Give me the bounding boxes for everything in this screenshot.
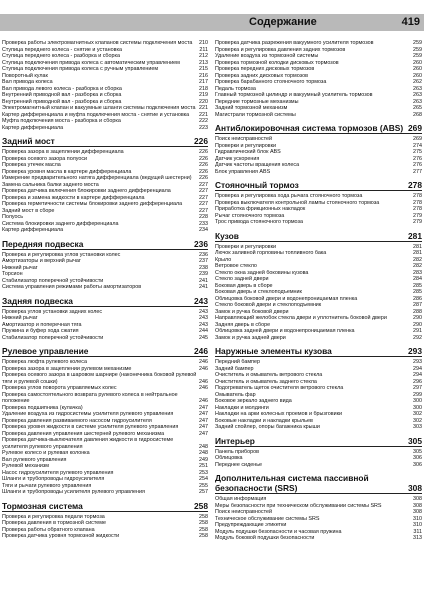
entry-title: Нижний рычаг bbox=[2, 264, 38, 271]
entry-title: Проверка уровня жидкости в системе усилителя рулевого управления bbox=[2, 424, 179, 430]
entry-title: Пружина и буфер хода сжатия bbox=[2, 328, 79, 334]
entry-title: Поиск неисправностей bbox=[215, 136, 272, 142]
entry-page-number: 282 bbox=[413, 256, 422, 263]
entry-title: Проверка осевого зазора полуоси bbox=[2, 155, 88, 162]
entry-page-number: 313 bbox=[413, 535, 422, 541]
entry-title: Датчик ускорения bbox=[215, 155, 260, 162]
entry-page-number: 241 bbox=[199, 284, 208, 290]
entry-page-number: 305 bbox=[408, 435, 422, 446]
entry-page-number: 213 bbox=[199, 59, 208, 66]
section-title: Стояночный тормоз bbox=[215, 180, 299, 190]
entry-page-number: 212 bbox=[199, 53, 208, 59]
entry-page-number: 248 bbox=[199, 443, 208, 450]
entry-title: Проверка выключателя контрольной лампы стояночного тормоза bbox=[215, 199, 380, 206]
entry-title: Боковая дверь в сборе bbox=[215, 282, 273, 289]
entry-page-number: 276 bbox=[413, 162, 422, 168]
toc-section-heading bbox=[215, 473, 422, 494]
entry-page-number: 216 bbox=[199, 72, 208, 79]
entry-page-number: 236 bbox=[199, 251, 208, 258]
section-title: Кузов bbox=[215, 230, 239, 241]
toc-entry bbox=[215, 424, 422, 431]
entry-page-number: 226 bbox=[199, 155, 208, 162]
entry-title: Проверка давления развиваемого насосом гидроусилителя bbox=[2, 417, 152, 424]
entry-page-number: 263 bbox=[413, 98, 422, 105]
entry-page-number: 310 bbox=[413, 515, 422, 522]
entry-page-number: 227 bbox=[199, 207, 208, 214]
entry-page-number: 285 bbox=[413, 282, 422, 289]
entry-page-number: 281 bbox=[413, 243, 422, 250]
entry-title: Педаль тормоза bbox=[215, 85, 256, 92]
entry-page-number: 253 bbox=[199, 469, 208, 476]
entry-page-number: 239 bbox=[199, 271, 208, 277]
entry-title: Проверка герметичности системы блокировки заднего дифференциала bbox=[2, 201, 183, 207]
entry-title: Предупреждающие этикетки bbox=[215, 522, 287, 528]
entry-title: Стекло задней двери bbox=[215, 276, 269, 282]
entry-page-number: 228 bbox=[199, 214, 208, 220]
entry-title: Облицовка боковой двери и водонепроницаемая пленка bbox=[215, 295, 358, 302]
entry-page-number: 262 bbox=[413, 79, 422, 85]
entry-title: Стабилизатор поперечной устойчивости bbox=[2, 277, 104, 284]
section-title: Наружные элементы кузова bbox=[215, 346, 332, 356]
entry-page-number: 237 bbox=[199, 258, 208, 264]
toc-entry bbox=[215, 335, 422, 342]
entry-page-number: 294 bbox=[413, 365, 422, 372]
entry-page-number: 297 bbox=[413, 385, 422, 391]
entry-page-number: 300 bbox=[413, 404, 422, 411]
toc-entry bbox=[2, 392, 208, 405]
toc-section-heading bbox=[2, 239, 208, 250]
section-title: Антиблокировочная система тормозов (ABS) bbox=[215, 123, 404, 133]
entry-title: Проверка утечек масла bbox=[2, 162, 61, 168]
entry-title: Полуось bbox=[2, 214, 24, 220]
entry-title: Проверка и регулировка углов установки колес bbox=[2, 251, 121, 258]
entry-page-number: 249 bbox=[199, 456, 208, 463]
entry-page-number: 259 bbox=[413, 53, 422, 59]
toc-right-column bbox=[215, 40, 422, 542]
toc-entry bbox=[215, 462, 422, 469]
entry-page-number: 303 bbox=[413, 424, 422, 430]
toc-entry bbox=[2, 227, 208, 234]
entry-page-number: 281 bbox=[413, 250, 422, 256]
entry-title: Панель приборов bbox=[215, 448, 259, 455]
entry-page-number: 247 bbox=[199, 430, 208, 437]
entry-page-number: 221 bbox=[199, 111, 208, 118]
entry-page-number: 246 bbox=[199, 385, 208, 391]
entry-page-number: 221 bbox=[199, 105, 208, 111]
entry-title: Ступица переднего колеса - снятие и установка bbox=[2, 46, 122, 53]
entry-page-number: 260 bbox=[413, 59, 422, 66]
entry-title: Датчик частоты вращения колеса bbox=[215, 162, 300, 168]
section-title: Тормозная система bbox=[2, 500, 83, 511]
entry-page-number: 258 bbox=[199, 520, 208, 526]
entry-title: Внутренний приводной вал - разборка и сборка bbox=[2, 92, 122, 98]
entry-page-number: 258 bbox=[199, 513, 208, 520]
toc-entry bbox=[215, 112, 422, 119]
entry-page-number: 241 bbox=[199, 277, 208, 284]
entry-page-number: 222 bbox=[199, 118, 208, 124]
entry-page-number: 302 bbox=[413, 417, 422, 424]
page-title: Содержание bbox=[249, 16, 317, 28]
entry-title: Задний спойлер, опоры багажника крыши bbox=[215, 424, 320, 430]
entry-title: Проверка подшипника (кулачка) bbox=[2, 404, 83, 411]
entry-page-number: 293 bbox=[413, 359, 422, 365]
entry-page-number: 259 bbox=[413, 40, 422, 46]
entry-title: Поворотный кулак bbox=[2, 72, 48, 79]
entry-page-number: 233 bbox=[199, 220, 208, 227]
section-title: Задний мост bbox=[2, 136, 55, 146]
toc-section-heading bbox=[2, 501, 208, 512]
entry-page-number: 226 bbox=[199, 162, 208, 168]
entry-page-number: 300 bbox=[413, 398, 422, 404]
entry-title: Вал привода колеса bbox=[2, 79, 53, 85]
entry-title: Задний тормозной механизм bbox=[215, 105, 288, 111]
entry-page-number: 246 bbox=[199, 359, 208, 365]
entry-page-number: 283 bbox=[413, 269, 422, 276]
entry-title: Стекло окна задней боковины кузова bbox=[215, 269, 309, 276]
entry-title: Шланги и трубопроводы усилителя рулевого управления bbox=[2, 489, 145, 495]
entry-title: Проверки и регулировки bbox=[215, 243, 276, 250]
entry-title: Проверка углов поворота управляемых колес bbox=[2, 385, 117, 391]
entry-title: Муфта подключения моста - разборка и сборка bbox=[2, 118, 121, 124]
entry-title: Крыло bbox=[215, 256, 232, 263]
entry-page-number: 251 bbox=[199, 463, 208, 469]
entry-title: Проверки и регулировки bbox=[215, 142, 276, 149]
entry-page-number: 254 bbox=[199, 476, 208, 482]
entry-title: Проверка осевого зазора в шаровом шарнире (наконечника боковой рулевой тяги и рулевой сошки) bbox=[2, 372, 197, 385]
entry-title: Проверка люфта рулевого колеса bbox=[2, 359, 87, 365]
entry-page-number: 302 bbox=[413, 411, 422, 417]
toc-entry bbox=[215, 169, 422, 176]
entry-title: Картер дифференциала и муфта подключения моста - снятие и установка bbox=[2, 111, 190, 118]
entry-page-number: 284 bbox=[413, 276, 422, 282]
entry-title: Система управления режимами работы амортизаторов bbox=[2, 284, 142, 290]
entry-title: Амортизаторы и верхний рычаг bbox=[2, 258, 81, 264]
entry-title: Проверка зазора в зацеплении рулевом механизме bbox=[2, 365, 132, 372]
entry-page-number: 260 bbox=[413, 72, 422, 79]
entry-page-number: 263 bbox=[413, 85, 422, 92]
entry-page-number: 259 bbox=[413, 46, 422, 53]
toc-entry bbox=[2, 489, 208, 496]
entry-page-number: 269 bbox=[408, 123, 422, 133]
entry-page-number: 276 bbox=[413, 155, 422, 162]
entry-page-number: 226 bbox=[199, 168, 208, 175]
entry-page-number: 245 bbox=[199, 334, 208, 341]
entry-page-number: 306 bbox=[413, 455, 422, 461]
entry-title: Трос привода стояночного тормоза bbox=[215, 219, 303, 225]
entry-title: Замок и ручка боковой двери bbox=[215, 308, 289, 315]
entry-page-number: 217 bbox=[199, 79, 208, 85]
entry-title: Проверка работы обратного клапана bbox=[2, 526, 95, 533]
entry-page-number: 263 bbox=[413, 92, 422, 98]
entry-title: Проверка барабанного стояночного тормоза bbox=[215, 79, 327, 85]
section-title: Задняя подвеска bbox=[2, 295, 73, 306]
entry-page-number: 278 bbox=[413, 193, 422, 199]
entry-page-number: 234 bbox=[199, 227, 208, 233]
toc-section-heading bbox=[215, 436, 422, 447]
entry-page-number: 310 bbox=[413, 522, 422, 528]
entry-page-number: 286 bbox=[413, 295, 422, 302]
toc-entry bbox=[2, 372, 208, 385]
entry-title: Проверка самостоятельного возврата рулевого колеса в нейтральное положение bbox=[2, 391, 178, 404]
entry-page-number: 285 bbox=[413, 289, 422, 295]
section-title: Дополнительная система пассивной безопасности (SRS) bbox=[215, 473, 369, 493]
entry-title: Амортизатор и поперечная тяга bbox=[2, 321, 82, 328]
entry-title: Облицовка bbox=[215, 455, 243, 461]
entry-title: Вал рулевого управления bbox=[2, 456, 67, 463]
entry-title: Боковые накладки и накладки крыльев bbox=[215, 417, 313, 424]
entry-page-number: 255 bbox=[199, 482, 208, 489]
entry-title: Вал привода левого колеса - разборка и сборка bbox=[2, 85, 122, 92]
entry-title: Боковая дверь и стеклоподъемник bbox=[215, 289, 302, 295]
entry-title: Проверка зазора в зацеплении дифференциала bbox=[2, 149, 124, 155]
entry-page-number: 305 bbox=[413, 448, 422, 455]
entry-page-number: 247 bbox=[199, 417, 208, 424]
entry-page-number: 308 bbox=[413, 502, 422, 509]
entry-title: Модуль подушки безопасности и часовая пружина bbox=[215, 528, 342, 535]
entry-title: Задний бампер bbox=[215, 365, 254, 372]
entry-title: Ступица подключения привода колеса с ручным управлением bbox=[2, 66, 159, 72]
entry-title: Тяги и рычаги рулевого управления bbox=[2, 482, 92, 489]
entry-page-number: 268 bbox=[413, 111, 422, 118]
entry-title: Ступица подключения привода колеса с автоматическим управлением bbox=[2, 59, 180, 66]
entry-title: Стабилизатор поперечной устойчивости bbox=[2, 334, 104, 341]
entry-page-number: 227 bbox=[199, 181, 208, 188]
toc-entry bbox=[2, 284, 208, 291]
entry-page-number: 278 bbox=[408, 180, 422, 190]
section-title: Интерьер bbox=[215, 435, 255, 446]
toc-entry bbox=[215, 535, 422, 542]
entry-page-number: 223 bbox=[199, 124, 208, 131]
entry-page-number: 287 bbox=[413, 302, 422, 308]
entry-title: Магистрали тормозной системы bbox=[215, 111, 296, 118]
entry-page-number: 257 bbox=[199, 489, 208, 495]
entry-page-number: 210 bbox=[199, 40, 208, 46]
entry-title: Рулевой механизм bbox=[2, 463, 50, 469]
entry-page-number: 290 bbox=[413, 315, 422, 321]
toc-section-heading bbox=[215, 346, 422, 357]
entry-page-number: 226 bbox=[199, 175, 208, 181]
entry-page-number: 226 bbox=[199, 149, 208, 155]
entry-title: Электромагнитный клапан и вакуумные шланги системы подключения моста bbox=[2, 105, 196, 111]
entry-title: Передние тормозные механизмы bbox=[215, 98, 299, 105]
entry-title: Меры безопасности при техническом обслуживании системы SRS bbox=[215, 502, 382, 509]
entry-page-number: 291 bbox=[413, 328, 422, 334]
entry-page-number: 238 bbox=[199, 264, 208, 271]
entry-page-number: 292 bbox=[413, 334, 422, 341]
entry-page-number: 226 bbox=[194, 136, 208, 146]
entry-page-number: 288 bbox=[413, 308, 422, 315]
entry-title: Общая информация bbox=[215, 496, 267, 502]
entry-title: Нижний рычаг bbox=[2, 315, 38, 321]
entry-title: Проверка задних дисковых тормозов bbox=[215, 72, 308, 79]
section-title: Рулевое управление bbox=[2, 346, 89, 356]
entry-title: Проверка давления управления шестерней рулевого механизма bbox=[2, 430, 165, 437]
entry-title: Задняя дверь в сборе bbox=[215, 321, 271, 328]
entry-title: Проверка уровня масла в картере дифференциала bbox=[2, 168, 132, 175]
entry-page-number: 278 bbox=[413, 206, 422, 212]
entry-page-number: 290 bbox=[413, 321, 422, 328]
entry-title: Измерение предварительного натяга дифференциала (ведущей шестерни) bbox=[2, 175, 192, 181]
toc-section-heading bbox=[2, 346, 208, 357]
entry-page-number: 274 bbox=[413, 142, 422, 149]
entry-title: Модуль боковой подушки безопасности bbox=[215, 535, 315, 541]
entry-page-number: 277 bbox=[413, 168, 422, 175]
toc-entry bbox=[215, 219, 422, 226]
entry-title: Поиск неисправностей bbox=[215, 509, 272, 515]
entry-title: Рычаг стояночного тормоза bbox=[215, 212, 285, 219]
entry-page-number: 281 bbox=[408, 230, 422, 241]
entry-title: Стекло боковой двери и стеклоподъемник bbox=[215, 302, 322, 308]
entry-title: Проверка передних дисковых тормозов bbox=[215, 66, 315, 72]
entry-title: Блок управления ABS bbox=[215, 168, 271, 175]
entry-page-number: 236 bbox=[194, 238, 208, 249]
entry-page-number: 244 bbox=[199, 328, 208, 334]
entry-page-number: 246 bbox=[199, 378, 208, 385]
entry-title: Шланги и трубопроводы гидроусилителя bbox=[2, 476, 105, 482]
header-bar bbox=[0, 14, 424, 31]
entry-page-number: 243 bbox=[199, 308, 208, 315]
toc-section-heading bbox=[215, 123, 422, 134]
entry-title: Главный тормозной цилиндр и вакуумный усилитель тормозов bbox=[215, 92, 373, 98]
entry-title: Проверка и регулировка педали тормоза bbox=[2, 513, 105, 520]
entry-title: Ступица переднего колеса - разборка и сборка bbox=[2, 53, 120, 59]
entry-page-number: 248 bbox=[199, 450, 208, 456]
entry-title: Ветровое стекло bbox=[215, 263, 257, 269]
entry-title: Проверка и регулировка хода рычага стояночного тормоза bbox=[215, 193, 363, 199]
toc-section-heading bbox=[215, 180, 422, 191]
entry-title: Удаление воздуха из тормозной системы bbox=[215, 53, 319, 59]
entry-page-number: 227 bbox=[199, 188, 208, 194]
entry-page-number: 260 bbox=[413, 66, 422, 72]
entry-page-number: 278 bbox=[413, 199, 422, 206]
entry-page-number: 211 bbox=[199, 46, 208, 53]
entry-page-number: 282 bbox=[413, 263, 422, 269]
entry-page-number: 243 bbox=[199, 321, 208, 328]
toc-entry bbox=[2, 437, 208, 450]
entry-title: Замок и ручка задней двери bbox=[215, 334, 286, 341]
toc-entry bbox=[2, 125, 208, 132]
entry-title: Проверка датчика включения блокировки заднего дифференциала bbox=[2, 188, 171, 194]
entry-page-number: 246 bbox=[199, 365, 208, 372]
entry-title: Облицовка задней двери и водонепроницаемая пленка bbox=[215, 328, 355, 334]
entry-title: Рулевое колесо и рулевая колонка bbox=[2, 450, 90, 456]
entry-title: Проверка и замена жидкости в картере дифференциала bbox=[2, 194, 145, 201]
entry-page-number: 227 bbox=[199, 194, 208, 201]
entry-title: Картер дифференциала bbox=[2, 227, 64, 233]
entry-title: Удаление воздуха из гидросистемы усилителя рулевого управления bbox=[2, 411, 174, 417]
entry-page-number: 247 bbox=[199, 411, 208, 417]
entry-page-number: 243 bbox=[199, 315, 208, 321]
entry-page-number: 279 bbox=[413, 212, 422, 219]
entry-title: Проверка и регулировка давления задних тормозов bbox=[215, 46, 346, 53]
entry-page-number: 308 bbox=[413, 496, 422, 502]
entry-page-number: 265 bbox=[413, 105, 422, 111]
entry-page-number: 258 bbox=[199, 533, 208, 539]
toc-entry bbox=[2, 335, 208, 342]
entry-page-number: 279 bbox=[413, 219, 422, 225]
entry-page-number: 275 bbox=[413, 149, 422, 155]
entry-page-number: 227 bbox=[199, 201, 208, 207]
entry-page-number: 308 bbox=[413, 509, 422, 515]
entry-title: Переднее сиденье bbox=[215, 461, 262, 468]
entry-title: Проверка работы электромагнитных клапанов системы подключения моста bbox=[2, 40, 193, 46]
entry-title: Боковое зеркало заднего вида bbox=[215, 398, 292, 404]
entry-page-number: 247 bbox=[199, 424, 208, 430]
toc-section-heading bbox=[2, 296, 208, 307]
entry-title: Насос гидроусилителя рулевого управления bbox=[2, 469, 114, 476]
toc-left-column bbox=[2, 40, 208, 540]
entry-title: Очиститель и омыватель ветрового стекла bbox=[215, 372, 323, 378]
entry-page-number: 219 bbox=[199, 92, 208, 98]
entry-title: Задний мост в сборе bbox=[2, 207, 55, 214]
entry-title: Очиститель и омыватель заднего стекла bbox=[215, 378, 317, 385]
entry-title: Внутренний приводной вал - разборка и сборка bbox=[2, 98, 122, 105]
toc-section-heading bbox=[215, 231, 422, 242]
entry-page-number: 311 bbox=[413, 528, 422, 535]
entry-page-number: 258 bbox=[199, 526, 208, 533]
entry-page-number: 218 bbox=[199, 85, 208, 92]
entry-page-number: 215 bbox=[199, 66, 208, 72]
entry-title: Омыватель фар bbox=[215, 391, 256, 398]
entry-page-number: 306 bbox=[413, 461, 422, 468]
page-number: 419 bbox=[401, 16, 420, 28]
entry-page-number: 247 bbox=[199, 404, 208, 411]
entry-page-number: 258 bbox=[194, 500, 208, 511]
entry-page-number: 293 bbox=[408, 346, 422, 356]
entry-title: Проверка датчика уровня тормозной жидкости bbox=[2, 533, 120, 539]
entry-page-number: 246 bbox=[194, 346, 208, 356]
entry-title: Проверка углов установки задних колес bbox=[2, 308, 103, 315]
entry-title: Проверка датчика разрежения вакуумного усилителя тормозов bbox=[215, 40, 374, 46]
entry-title: Накладки и молдинги bbox=[215, 404, 269, 411]
entry-title: Замена сальника балки заднего моста bbox=[2, 181, 99, 188]
entry-page-number: 296 bbox=[413, 378, 422, 385]
entry-page-number: 246 bbox=[199, 398, 208, 404]
entry-title: Техническое обслуживание системы SRS bbox=[215, 515, 320, 522]
entry-page-number: 220 bbox=[199, 98, 208, 105]
entry-page-number: 308 bbox=[408, 483, 422, 493]
entry-title: Накладки на арки колесных проемов и брызговики bbox=[215, 411, 342, 417]
section-title: Передняя подвеска bbox=[2, 238, 84, 249]
entry-title: Передний бампер bbox=[215, 359, 260, 365]
entry-page-number: 294 bbox=[413, 372, 422, 378]
entry-title: Проверка тормозной колодки дисковых тормозов bbox=[215, 59, 339, 66]
entry-page-number: 269 bbox=[413, 136, 422, 142]
entry-page-number: 299 bbox=[413, 391, 422, 398]
entry-page-number: 243 bbox=[194, 295, 208, 306]
entry-title: Направляющий желобок стекла двери и уплотнитель боковой двери bbox=[215, 315, 387, 321]
toc-entry bbox=[2, 533, 208, 540]
entry-title: Картер дифференциала bbox=[2, 124, 64, 131]
entry-title: Приработка фрикционных накладок bbox=[215, 206, 306, 212]
entry-title: Лючок заливной горловины топливного бака bbox=[215, 250, 327, 256]
toc-section-heading bbox=[2, 136, 208, 147]
entry-title: Подогреватель щеток очистителя ветрового стекла bbox=[215, 385, 344, 391]
entry-title: Торсион bbox=[2, 271, 23, 277]
entry-title: Проверка давления в тормозной системе bbox=[2, 520, 106, 526]
entry-title: Проверка датчика-выключателя давления жидкости в гидросистеме усилителя рулевого управления bbox=[2, 437, 174, 450]
entry-title: Гидравлический блок ABS bbox=[215, 149, 281, 155]
entry-title: Система блокировки заднего дифференциала bbox=[2, 220, 119, 227]
